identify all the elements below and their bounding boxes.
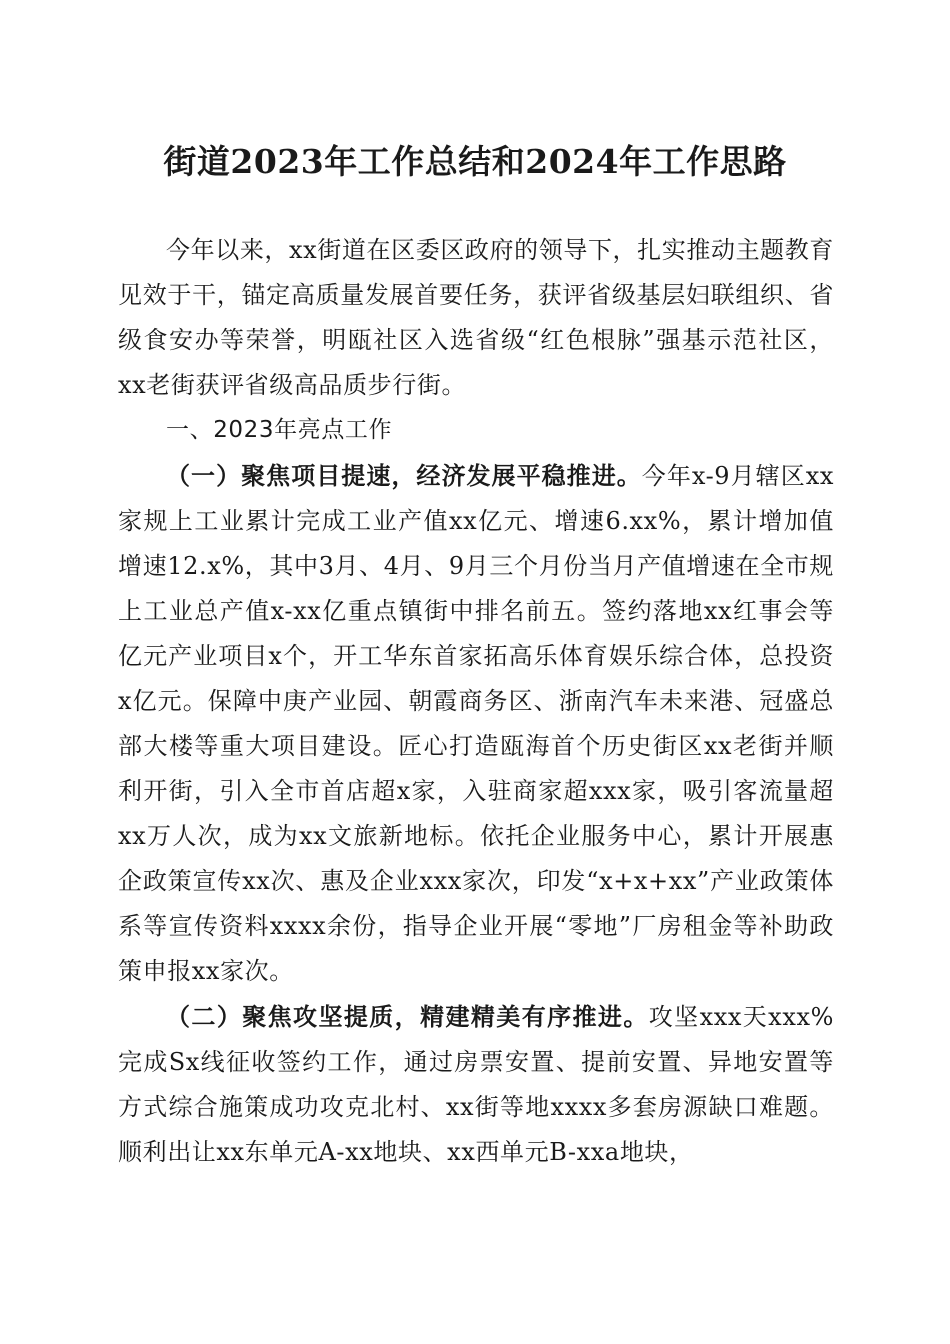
- document-title: 街道2023年工作总结和2024年工作思路: [163, 142, 787, 181]
- intro-paragraph: 今年以来，xx街道在区委区政府的领导下，扎实推动主题教育见效于干，锚定高质量发展首要任务，获评省级基层妇联组织、省级食安办等荣誉，明瓯社区入选省级“红色根脉”强基示范社区，xx老街获评省级高品质步行街。: [118, 236, 834, 399]
- item-2-lead: （二）聚焦攻坚提质，精建精美有序推进。: [166, 1002, 649, 1031]
- item-1-paragraph: [118, 453, 834, 994]
- item-1-lead: （一）聚焦项目提速，经济发展平稳推进。: [166, 461, 642, 490]
- document-body: [118, 228, 834, 1175]
- section-heading-highlights: 一、2023年亮点工作: [166, 417, 393, 443]
- item-2-paragraph: [118, 994, 834, 1175]
- item-2-text: 攻坚xxx天xxx%完成Sx线征收签约工作，通过房票安置、提前安置、异地安置等方式综合施策成功攻克北村、xx街等地xxxx多套房源缺口难题。顺利出让xx东单元A-xx地块、xx西单元B-xxa地块，: [118, 1003, 834, 1166]
- item-1-text: 今年x-9月辖区xx家规上工业累计完成工业产值xx亿元、增速6.xx%，累计增加值增速12.x%，其中3月、4月、9月三个月份当月产值增速在全市规上工业总产值x-xx亿重点镇街中排名前五。签约落地xx红事会等亿元产业项目x个，开工华东首家拓高乐体育娱乐综合体，总投资x亿元。保障中庚产业园、朝霞商务区、浙南汽车未来港、冠盛总部大楼等重大项目建设。匠心打造瓯海首个历史街区xx老街并顺利开街，引入全市首店超x家，入驻商家超xxx家，吸引客流量超xx万人次，成为xx文旅新地标。依托企业服务中心，累计开展惠企政策宣传xx次、惠及企业xxx家次，印发“x+x+xx”产业政策体系等宣传资料xxxx余份，指导企业开展“零地”厂房租金等补助政策申报xx家次。: [118, 462, 835, 985]
